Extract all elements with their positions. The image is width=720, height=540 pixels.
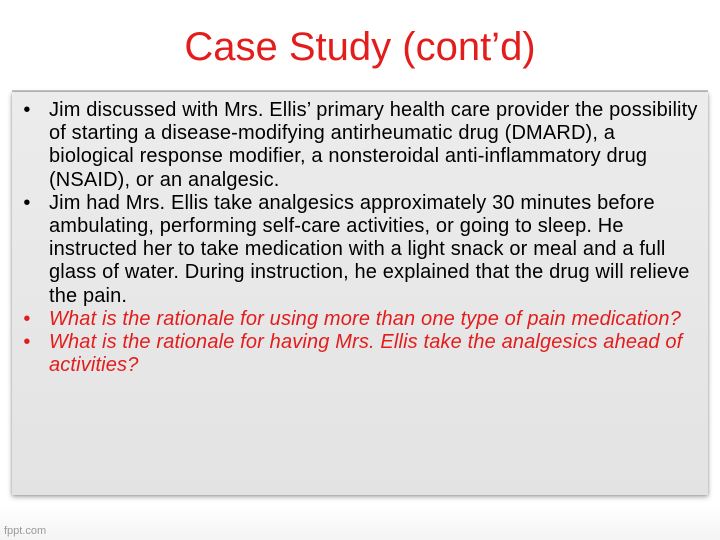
bullet-item-analgesics (12, 192, 708, 308)
bullet-text: Jim had Mrs. Ellis take analgesics approximately 30 minutes before ambulating, performing self-care activities, or going to sleep. He instructed her to take medication with a light snack or meal and a full glass of water. During instruction, he explained that the drug will relieve the pain. (49, 191, 690, 307)
bullet-item-question-pain-medication (12, 308, 708, 331)
bullet-icon: • (23, 331, 31, 354)
bullet-text: What is the rationale for having Mrs. Ellis take the analgesics ahead of activities? (49, 331, 683, 377)
bullet-icon: • (23, 191, 31, 214)
bullet-item-question-timing (12, 331, 708, 377)
slide-title: Case Study (cont’d) (184, 25, 536, 69)
footer-band (0, 505, 720, 540)
bullet-text: Jim discussed with Mrs. Ellis’ primary health care provider the possibility of starting a disease-modifying antirheumatic drug (DMARD), a biological response modifier, a nonsteroidal anti-inflammatory drug (NSAID), or an analgesic. (49, 99, 698, 191)
footer-watermark: fppt.com (4, 525, 47, 537)
content-panel (12, 92, 708, 495)
bullet-item-dmard (12, 99, 708, 192)
bullet-icon: • (23, 99, 31, 121)
bullet-list (12, 99, 708, 377)
bullet-icon: • (23, 307, 31, 330)
bullet-text: What is the rationale for using more than one type of pain medication? (49, 307, 681, 330)
